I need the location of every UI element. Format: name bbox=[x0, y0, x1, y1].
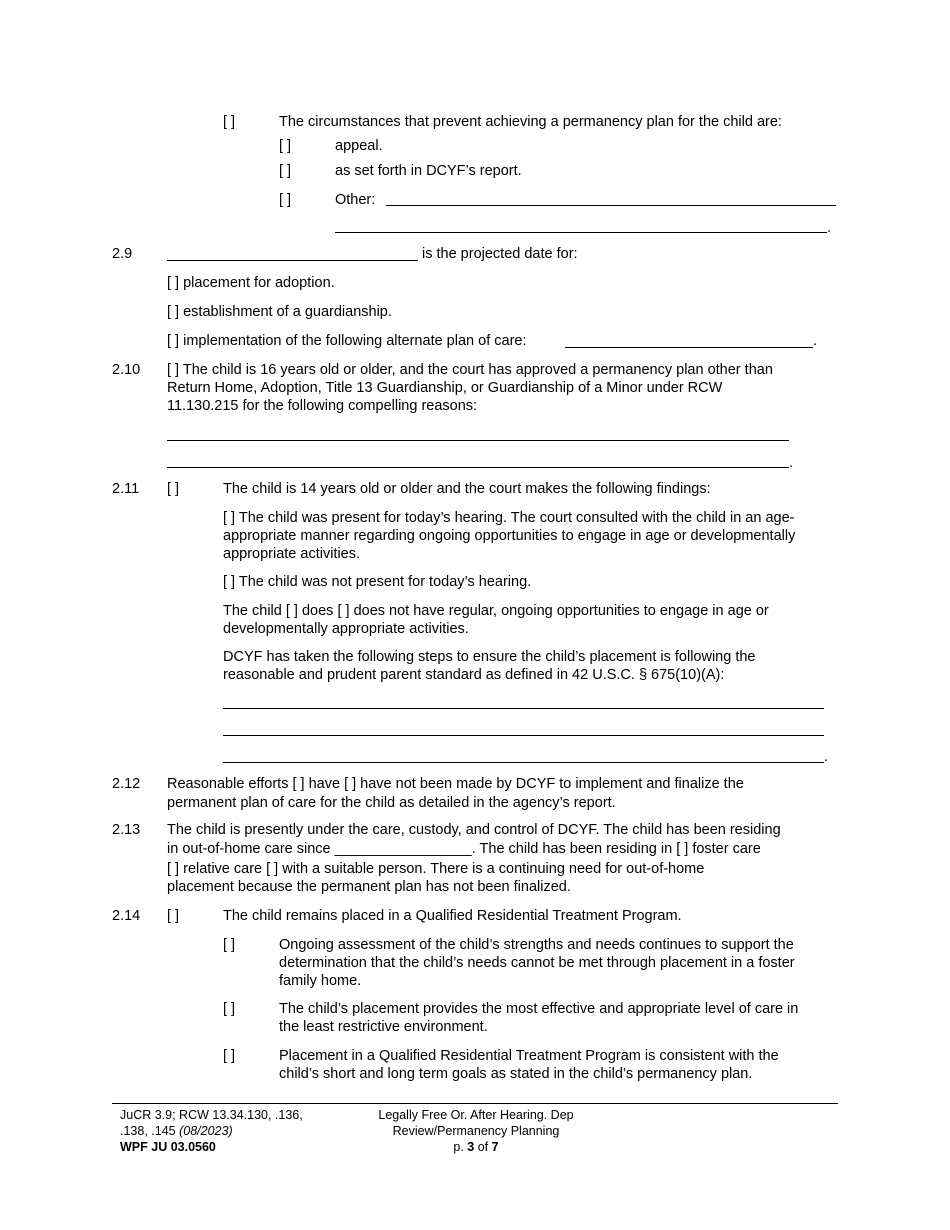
assessment-checkbox[interactable]: [ ] bbox=[223, 937, 236, 953]
placement-care-line-2: the least restrictive environment. bbox=[279, 1019, 488, 1035]
steps-line-blank-1[interactable] bbox=[223, 708, 824, 709]
compelling-reasons-line-1[interactable] bbox=[167, 440, 789, 441]
section-number-2-12: 2.12 bbox=[112, 776, 141, 792]
footer-divider bbox=[112, 1103, 838, 1104]
s2-13-line-1: The child is presently under the care, custody, and control of DCYF. The child has been residing bbox=[167, 822, 781, 838]
other-reason-line-2[interactable] bbox=[335, 232, 827, 233]
alternate-plan-period: . bbox=[813, 333, 818, 349]
footer-page-number bbox=[356, 1140, 596, 1155]
s2-11-checkbox[interactable]: [ ] bbox=[167, 481, 180, 497]
qrtp-goals-checkbox[interactable]: [ ] bbox=[223, 1048, 236, 1064]
compelling-reasons-period: . bbox=[789, 455, 794, 471]
footer-page-prefix: p. bbox=[453, 1140, 464, 1154]
dcyf-report-label: as set forth in DCYF’s report. bbox=[335, 163, 522, 179]
footer-page-of: of bbox=[477, 1140, 489, 1154]
appeal-checkbox[interactable]: [ ] bbox=[279, 138, 292, 154]
qrtp-goals-line-1: Placement in a Qualified Residential Treatment Program is consistent with the bbox=[279, 1048, 779, 1064]
circumstances-checkbox[interactable]: [ ] bbox=[223, 114, 236, 130]
assessment-line-3: family home. bbox=[279, 973, 362, 989]
footer-form-number: WPF JU 03.0560 bbox=[120, 1140, 216, 1154]
footer-citation-line-1: JuCR 3.9; RCW 13.34.130, .136, bbox=[120, 1108, 303, 1122]
footer-citation-rcw: .138, .145 bbox=[120, 1124, 176, 1138]
section-number-2-14: 2.14 bbox=[112, 908, 141, 924]
footer-page-current: 3 bbox=[467, 1140, 475, 1154]
adoption-option[interactable]: [ ] placement for adoption. bbox=[167, 275, 335, 291]
alternate-plan-line[interactable] bbox=[565, 347, 813, 348]
opportunities-line-1[interactable]: The child [ ] does [ ] does not have regular, ongoing opportunities to engage in age or bbox=[223, 603, 769, 619]
s2-14-checkbox[interactable]: [ ] bbox=[167, 908, 180, 924]
steps-line-blank-3[interactable] bbox=[223, 762, 824, 763]
s2-11-text: The child is 14 years old or older and the court makes the following findings: bbox=[223, 481, 711, 497]
opportunities-line-2: developmentally appropriate activities. bbox=[223, 621, 469, 637]
section-number-2-9: 2.9 bbox=[112, 246, 133, 262]
s2-12-line-1[interactable]: Reasonable efforts [ ] have [ ] have not been made by DCYF to implement and finalize the bbox=[167, 776, 744, 792]
section-number-2-13: 2.13 bbox=[112, 822, 141, 838]
compelling-reasons-line-2[interactable] bbox=[167, 467, 789, 468]
steps-line-2: reasonable and prudent parent standard as defined in 42 U.S.C. § 675(10)(A): bbox=[223, 667, 725, 683]
placement-care-checkbox[interactable]: [ ] bbox=[223, 1001, 236, 1017]
other-checkbox[interactable]: [ ] bbox=[279, 192, 292, 208]
circumstances-text: The circumstances that prevent achieving a permanency plan for the child are: bbox=[279, 114, 782, 130]
qrtp-goals-line-2: child’s short and long term goals as stated in the child’s permanency plan. bbox=[279, 1066, 753, 1082]
guardianship-option[interactable]: [ ] establishment of a guardianship. bbox=[167, 304, 392, 320]
assessment-line-2: determination that the child’s needs cannot be met through placement in a foster bbox=[279, 955, 795, 971]
s2-12-line-2: permanent plan of care for the child as detailed in the agency’s report. bbox=[167, 795, 616, 811]
steps-line-blank-2[interactable] bbox=[223, 735, 824, 736]
assessment-line-1: Ongoing assessment of the child’s strengths and needs continues to support the bbox=[279, 937, 794, 953]
footer-citation-line-2 bbox=[120, 1124, 233, 1139]
steps-line-1: DCYF has taken the following steps to ensure the child’s placement is following the bbox=[223, 649, 756, 665]
s2-13-line-3[interactable]: [ ] relative care [ ] with a suitable person. There is a continuing need for out-of-home bbox=[167, 861, 705, 877]
s2-13-line-4: placement because the permanent plan has not been finalized. bbox=[167, 879, 571, 895]
present-line-2: appropriate manner regarding ongoing opportunities to engage in age or developmentally bbox=[223, 528, 796, 544]
section-number-2-11: 2.11 bbox=[112, 481, 140, 497]
footer-page-total: 7 bbox=[491, 1140, 499, 1154]
footer-citation-date: (08/2023) bbox=[179, 1124, 233, 1138]
steps-period: . bbox=[824, 749, 829, 765]
other-reason-line[interactable] bbox=[386, 205, 836, 206]
section-number-2-10: 2.10 bbox=[112, 362, 141, 378]
projected-date-text: is the projected date for: bbox=[422, 246, 578, 262]
s2-13-line-2[interactable]: in out-of-home care since _________________. The child has been residing in [ ] foster care bbox=[167, 841, 761, 857]
other-period: . bbox=[827, 220, 832, 236]
present-line-1[interactable]: [ ] The child was present for today’s hearing. The court consulted with the child in an age- bbox=[223, 510, 795, 526]
projected-date-line[interactable] bbox=[167, 260, 418, 261]
s2-14-text: The child remains placed in a Qualified Residential Treatment Program. bbox=[223, 908, 682, 924]
placement-care-line-1: The child’s placement provides the most effective and appropriate level of care in bbox=[279, 1001, 799, 1017]
appeal-label: appeal. bbox=[335, 138, 383, 154]
dcyf-report-checkbox[interactable]: [ ] bbox=[279, 163, 292, 179]
not-present-option[interactable]: [ ] The child was not present for today’s hearing. bbox=[223, 574, 532, 590]
footer-title-line-1: Legally Free Or. After Hearing. Dep bbox=[378, 1108, 574, 1122]
footer-title-line-2: Review/Permanency Planning bbox=[392, 1124, 560, 1138]
s2-10-line-3: 11.130.215 for the following compelling reasons: bbox=[167, 398, 478, 414]
alternate-plan-option[interactable]: [ ] implementation of the following alternate plan of care: bbox=[167, 333, 527, 349]
other-label: Other: bbox=[335, 192, 376, 208]
present-line-3: appropriate activities. bbox=[223, 546, 361, 562]
s2-10-line-2: Return Home, Adoption, Title 13 Guardianship, or Guardianship of a Minor under RCW bbox=[167, 380, 723, 396]
s2-10-line-1: [ ] The child is 16 years old or older, and the court has approved a permanency plan other than bbox=[167, 362, 773, 378]
